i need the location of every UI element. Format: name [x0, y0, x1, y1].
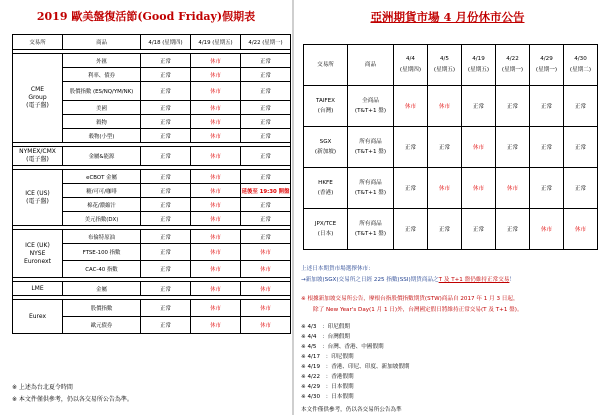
header-product: 商品 [63, 35, 141, 50]
status-cell: 休市 [462, 127, 496, 168]
status-cell: 正常 [241, 147, 291, 166]
exchange-cell: HKFE (香港) [304, 168, 348, 209]
status-cell: 正常 [564, 86, 598, 127]
status-cell: 正常 [241, 198, 291, 212]
status-cell: 休市 [428, 168, 462, 209]
product-cell: 金屬&能源 [63, 147, 141, 166]
status-cell: 休市 [191, 101, 241, 115]
status-cell: 正常 [394, 168, 428, 209]
asia-holiday-title: 亞洲期貨市場 4 月份休市公告 [370, 10, 525, 24]
status-cell: 休市 [191, 82, 241, 101]
table-row [13, 282, 291, 296]
holiday-table-panel-asia [295, 0, 600, 415]
status-cell: 正常 [141, 54, 191, 68]
status-cell: 正常 [141, 82, 191, 101]
exchange-ice-us: ICE (US) (電子盤) [13, 170, 63, 226]
product-cell: 棉花/濃縮汁 [63, 198, 141, 212]
status-cell: 正常 [241, 212, 291, 226]
exchange-cell: SGX (新加坡) [304, 127, 348, 168]
note-sgx-stw-line2: 除了 New Year's Day(1 月 1 日)外，台灣國定假日將維持正常交易(T 及 T+1 盤)。 [313, 307, 523, 313]
status-cell: 休市 [191, 170, 241, 184]
status-cell: 正常 [141, 147, 191, 166]
status-cell: 正常 [530, 168, 564, 209]
product-cell: 穀物 [63, 115, 141, 129]
status-cell: 休市 [191, 244, 241, 261]
status-cell: 休市 [191, 282, 241, 296]
status-cell: 正常 [241, 68, 291, 82]
header-product: 商品 [348, 45, 394, 86]
status-cell: 休市 [496, 168, 530, 209]
status-cell: 休市 [191, 261, 241, 278]
header-date: 4/4 (星期四) [394, 45, 428, 86]
status-cell: 休市 [564, 209, 598, 250]
status-cell: 正常 [428, 127, 462, 168]
holiday-list-item: ※ 4/19 ：香港、印尼、印度、新加坡假期 [301, 364, 410, 370]
status-cell: 正常 [141, 212, 191, 226]
exchange-cell: JPX/TCE (日本) [304, 209, 348, 250]
header-date-1: 4/18 (星期四) [141, 35, 191, 50]
note-sgx-stw-line1: ※ 根據新加坡交易所公告，摩根台指股價指數期貨(STW)商品自 2017 年 1 月 3 日起， [301, 296, 519, 302]
status-cell: 休市 [191, 68, 241, 82]
product-cell: 所有商品 (T&T+1 盤) [348, 127, 394, 168]
status-cell: 正常 [530, 86, 564, 127]
product-cell: 所有商品 (T&T+1 盤) [348, 209, 394, 250]
header-date: 4/5 (星期五) [428, 45, 462, 86]
status-cell: 正常 [141, 244, 191, 261]
table-row [304, 127, 598, 168]
panel-divider [292, 0, 294, 415]
note-sgx-nikkei: →新加坡(SGX)交易所之日經 225 指數(SSI)期貨商品之T 及 T+1 盤仍維持正常交易！ [301, 277, 515, 283]
product-cell: 糖/可可/咖啡 [63, 184, 141, 198]
note-japan-heading: 上述日本期貨市場選擇休市： [301, 266, 374, 272]
footer-disclaimer: 本文件僅供參考，仍以各交易所公告為準 [301, 407, 402, 413]
product-cell: 全商品 (T&T+1 盤) [348, 86, 394, 127]
note-disclaimer: ※ 本文件僅供參考，仍以各交易所公告為準。 [12, 396, 133, 403]
status-cell: 休市 [428, 86, 462, 127]
product-cell: 股價指數 (ES/NQ/YM/NK) [63, 82, 141, 101]
status-cell: 延後至 19:30 開盤 [241, 184, 291, 198]
status-cell: 休市 [191, 230, 241, 244]
status-cell: 休市 [191, 198, 241, 212]
status-cell: 休市 [191, 300, 241, 317]
status-cell: 正常 [241, 82, 291, 101]
status-cell: 正常 [141, 317, 191, 334]
status-cell: 休市 [241, 282, 291, 296]
status-cell: 正常 [141, 300, 191, 317]
status-cell: 正常 [141, 282, 191, 296]
status-cell: 休市 [191, 212, 241, 226]
table-row [13, 300, 291, 317]
header-date: 4/19 (星期五) [462, 45, 496, 86]
status-cell: 休市 [241, 300, 291, 317]
product-cell: FTSE-100 指數 [63, 244, 141, 261]
header-date: 4/22 (星期一) [496, 45, 530, 86]
table-row [13, 170, 291, 184]
exchange-lme: LME [13, 282, 63, 296]
status-cell: 正常 [141, 170, 191, 184]
status-cell: 正常 [241, 170, 291, 184]
exchange-eurex: Eurex [13, 300, 63, 334]
status-cell: 正常 [496, 209, 530, 250]
status-cell: 正常 [241, 115, 291, 129]
status-cell: 正常 [141, 115, 191, 129]
status-cell: 休市 [241, 244, 291, 261]
status-cell: 正常 [141, 101, 191, 115]
table-row [304, 168, 598, 209]
holiday-list-item: ※ 4/30 ：日本假期 [301, 394, 354, 400]
status-cell: 正常 [564, 127, 598, 168]
status-cell: 正常 [394, 209, 428, 250]
holiday-list-item: ※ 4/5 ：台灣、香港、中國假期 [301, 344, 384, 350]
exchange-cme: CME Group (電子盤) [13, 54, 63, 143]
status-cell: 正常 [462, 86, 496, 127]
status-cell: 休市 [191, 129, 241, 143]
table-row [304, 86, 598, 127]
product-cell: 美元指數(DX) [63, 212, 141, 226]
status-cell: 正常 [141, 261, 191, 278]
product-cell: 布倫特原油 [63, 230, 141, 244]
status-cell: 休市 [394, 86, 428, 127]
exchange-ice-uk: ICE (UK) NYSE Euronext [13, 230, 63, 278]
status-cell: 正常 [530, 127, 564, 168]
product-cell: 金屬 [63, 282, 141, 296]
status-cell: 休市 [191, 115, 241, 129]
header-date-2: 4/19 (星期五) [191, 35, 241, 50]
holiday-list-item: ※ 4/29 ：日本假期 [301, 384, 354, 390]
status-cell: 正常 [241, 230, 291, 244]
product-cell: 外匯 [63, 54, 141, 68]
note-timezone: ※ 上述為台北夏令時間 [12, 384, 73, 391]
holiday-list-item: ※ 4/17 ：印尼假期 [301, 354, 354, 360]
holiday-table-panel-western [0, 0, 292, 415]
status-cell: 休市 [191, 317, 241, 334]
status-cell: 正常 [241, 101, 291, 115]
product-cell: 歐元債券 [63, 317, 141, 334]
status-cell: 休市 [191, 54, 241, 68]
status-cell: 休市 [241, 261, 291, 278]
status-cell: 正常 [141, 184, 191, 198]
status-cell: 正常 [462, 209, 496, 250]
product-cell: 穀物(小型) [63, 129, 141, 143]
status-cell: 正常 [141, 198, 191, 212]
table-row [304, 209, 598, 250]
status-cell: 正常 [428, 209, 462, 250]
exchange-nymex: NYMEX/CMX (電子盤) [13, 147, 63, 166]
header-date: 4/30 (星期二) [564, 45, 598, 86]
status-cell: 休市 [191, 147, 241, 166]
status-cell: 正常 [496, 127, 530, 168]
holiday-list-item: ※ 4/4 ：台灣假期 [301, 334, 351, 340]
status-cell: 正常 [241, 54, 291, 68]
status-cell: 正常 [141, 68, 191, 82]
status-cell: 休市 [462, 168, 496, 209]
western-holiday-title: 2019 歐美盤復活節(Good Friday)假期表 [36, 10, 256, 23]
asia-holiday-table [303, 44, 598, 250]
exchange-cell: TAIFEX (台灣) [304, 86, 348, 127]
table-row [13, 147, 291, 166]
table-row [13, 54, 291, 68]
product-cell: 所有商品 (T&T+1 盤) [348, 168, 394, 209]
product-cell: CAC-40 指數 [63, 261, 141, 278]
header-date-3: 4/22 (星期一) [241, 35, 291, 50]
product-cell: 利率、債券 [63, 68, 141, 82]
status-cell: 休市 [241, 317, 291, 334]
product-cell: 股價指數 [63, 300, 141, 317]
header-exchange: 交易所 [13, 35, 63, 50]
status-cell: 正常 [141, 230, 191, 244]
status-cell: 正常 [394, 127, 428, 168]
product-cell: 美國 [63, 101, 141, 115]
status-cell: 休市 [530, 209, 564, 250]
status-cell: 正常 [564, 168, 598, 209]
western-holiday-table [12, 34, 291, 334]
header-date: 4/29 (星期一) [530, 45, 564, 86]
status-cell: 正常 [141, 129, 191, 143]
table-header-row [304, 45, 598, 86]
holiday-list-item: ※ 4/22 ：香港假期 [301, 374, 354, 380]
table-header-row [13, 35, 291, 50]
status-cell: 正常 [241, 129, 291, 143]
status-cell: 休市 [191, 184, 241, 198]
holiday-list-item: ※ 4/3 ：印尼假期 [301, 324, 351, 330]
product-cell: eCBOT 金屬 [63, 170, 141, 184]
table-row [13, 230, 291, 244]
status-cell: 正常 [496, 86, 530, 127]
header-exchange: 交易所 [304, 45, 348, 86]
